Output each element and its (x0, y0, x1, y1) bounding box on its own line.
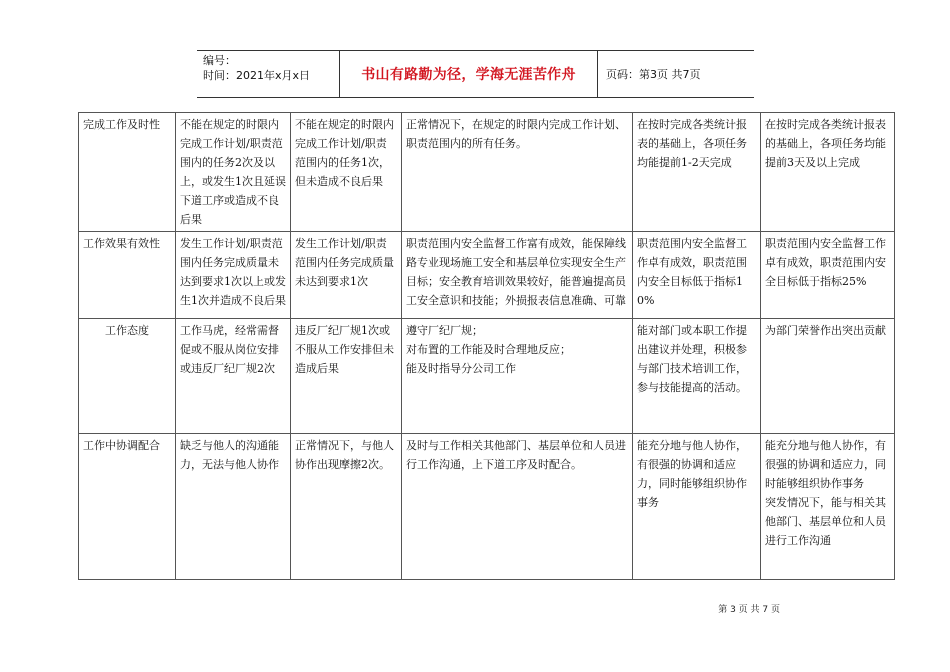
table-row (79, 319, 895, 434)
row-label: 完成工作及时性 (79, 113, 176, 232)
table-row (79, 434, 895, 580)
table-row (79, 113, 895, 232)
table-cell: 违反厂纪厂规1次或不服从工作安排但未造成后果 (291, 319, 402, 434)
evaluation-table (78, 112, 895, 580)
header-meta (197, 51, 339, 97)
table-cell: 发生工作计划/职责范围内任务完成质量未达到要求1次 (291, 232, 402, 319)
document-date: 时间：2021年x月x日 (203, 69, 311, 82)
motto-text: 书山有路勤为径，学海无涯苦作舟 (361, 67, 576, 83)
table-cell (761, 434, 895, 580)
table-cell: 在按时完成各类统计报表的基础上，各项任务均能提前1-2天完成 (633, 113, 761, 232)
table-cell: 职责范围内安全监督工作卓有成效，职责范围内安全目标低于指标25% (761, 232, 895, 319)
row-label: 工作效果有效性 (79, 232, 176, 319)
cell-line: 遵守厂纪厂规； (406, 324, 483, 337)
header-page-number: 页码：第3页 共7页 (606, 68, 701, 81)
header-motto-box (339, 51, 598, 97)
table-row (79, 232, 895, 319)
table-cell: 缺乏与他人的沟通能力，无法与他人协作 (176, 434, 291, 580)
cell-line: 对布置的工作能及时合理地反应； (406, 343, 571, 356)
table-cell (402, 319, 633, 434)
table-cell: 发生工作计划/职责范围内任务完成质量未达到要求1次以上或发生1次并造成不良后果 (176, 232, 291, 319)
table-cell: 正常情况下，与他人协作出现摩擦2次。 (291, 434, 402, 580)
table-cell: 职责范围内安全监督工作卓有成效，职责范围内安全目标低于指标10% (633, 232, 761, 319)
document-number-label: 编号： (203, 54, 236, 67)
table-cell: 不能在规定的时限内完成工作计划/职责范围内的任务1次，但未造成不良后果 (291, 113, 402, 232)
cell-line: 能及时指导分公司工作 (406, 362, 516, 375)
table-cell: 不能在规定的时限内完成工作计划/职责范围内的任务2次及以上，或发生1次且延误下道工序或造成不良后果 (176, 113, 291, 232)
cell-line: 能充分地与他人协作，有很强的协调和适应力，同时能够组织协作事务 (765, 439, 886, 490)
row-label: 工作态度 (79, 319, 176, 434)
row-label: 工作中协调配合 (79, 434, 176, 580)
table-cell: 及时与工作相关其他部门、基层单位和人员进行工作沟通，上下道工序及时配合。 (402, 434, 633, 580)
cell-line: 突发情况下，能与相关其他部门、基层单位和人员进行工作沟通 (765, 496, 886, 547)
page-footer: 第 3 页 共 7 页 (718, 605, 780, 615)
header-page-box (598, 51, 754, 97)
table-cell: 职责范围内安全监督工作富有成效，能保障线路专业现场施工安全和基层单位实现安全生产目标；安全教育培训效果较好，能普遍提高员工安全意识和技能；外损报表信息准确、可靠 (402, 232, 633, 319)
table-cell: 工作马虎，经常需督促或不服从岗位安排或违反厂纪厂规2次 (176, 319, 291, 434)
table-cell: 为部门荣誉作出突出贡献 (761, 319, 895, 434)
page-header (197, 50, 754, 98)
table-cell: 能充分地与他人协作，有很强的协调和适应力，同时能够组织协作事务 (633, 434, 761, 580)
table-cell: 能对部门或本职工作提出建议并处理，积极参与部门技术培训工作，参与技能提高的活动。 (633, 319, 761, 434)
table-cell: 在按时完成各类统计报表的基础上，各项任务均能提前3天及以上完成 (761, 113, 895, 232)
table-cell: 正常情况下，在规定的时限内完成工作计划、职责范围内的所有任务。 (402, 113, 633, 232)
